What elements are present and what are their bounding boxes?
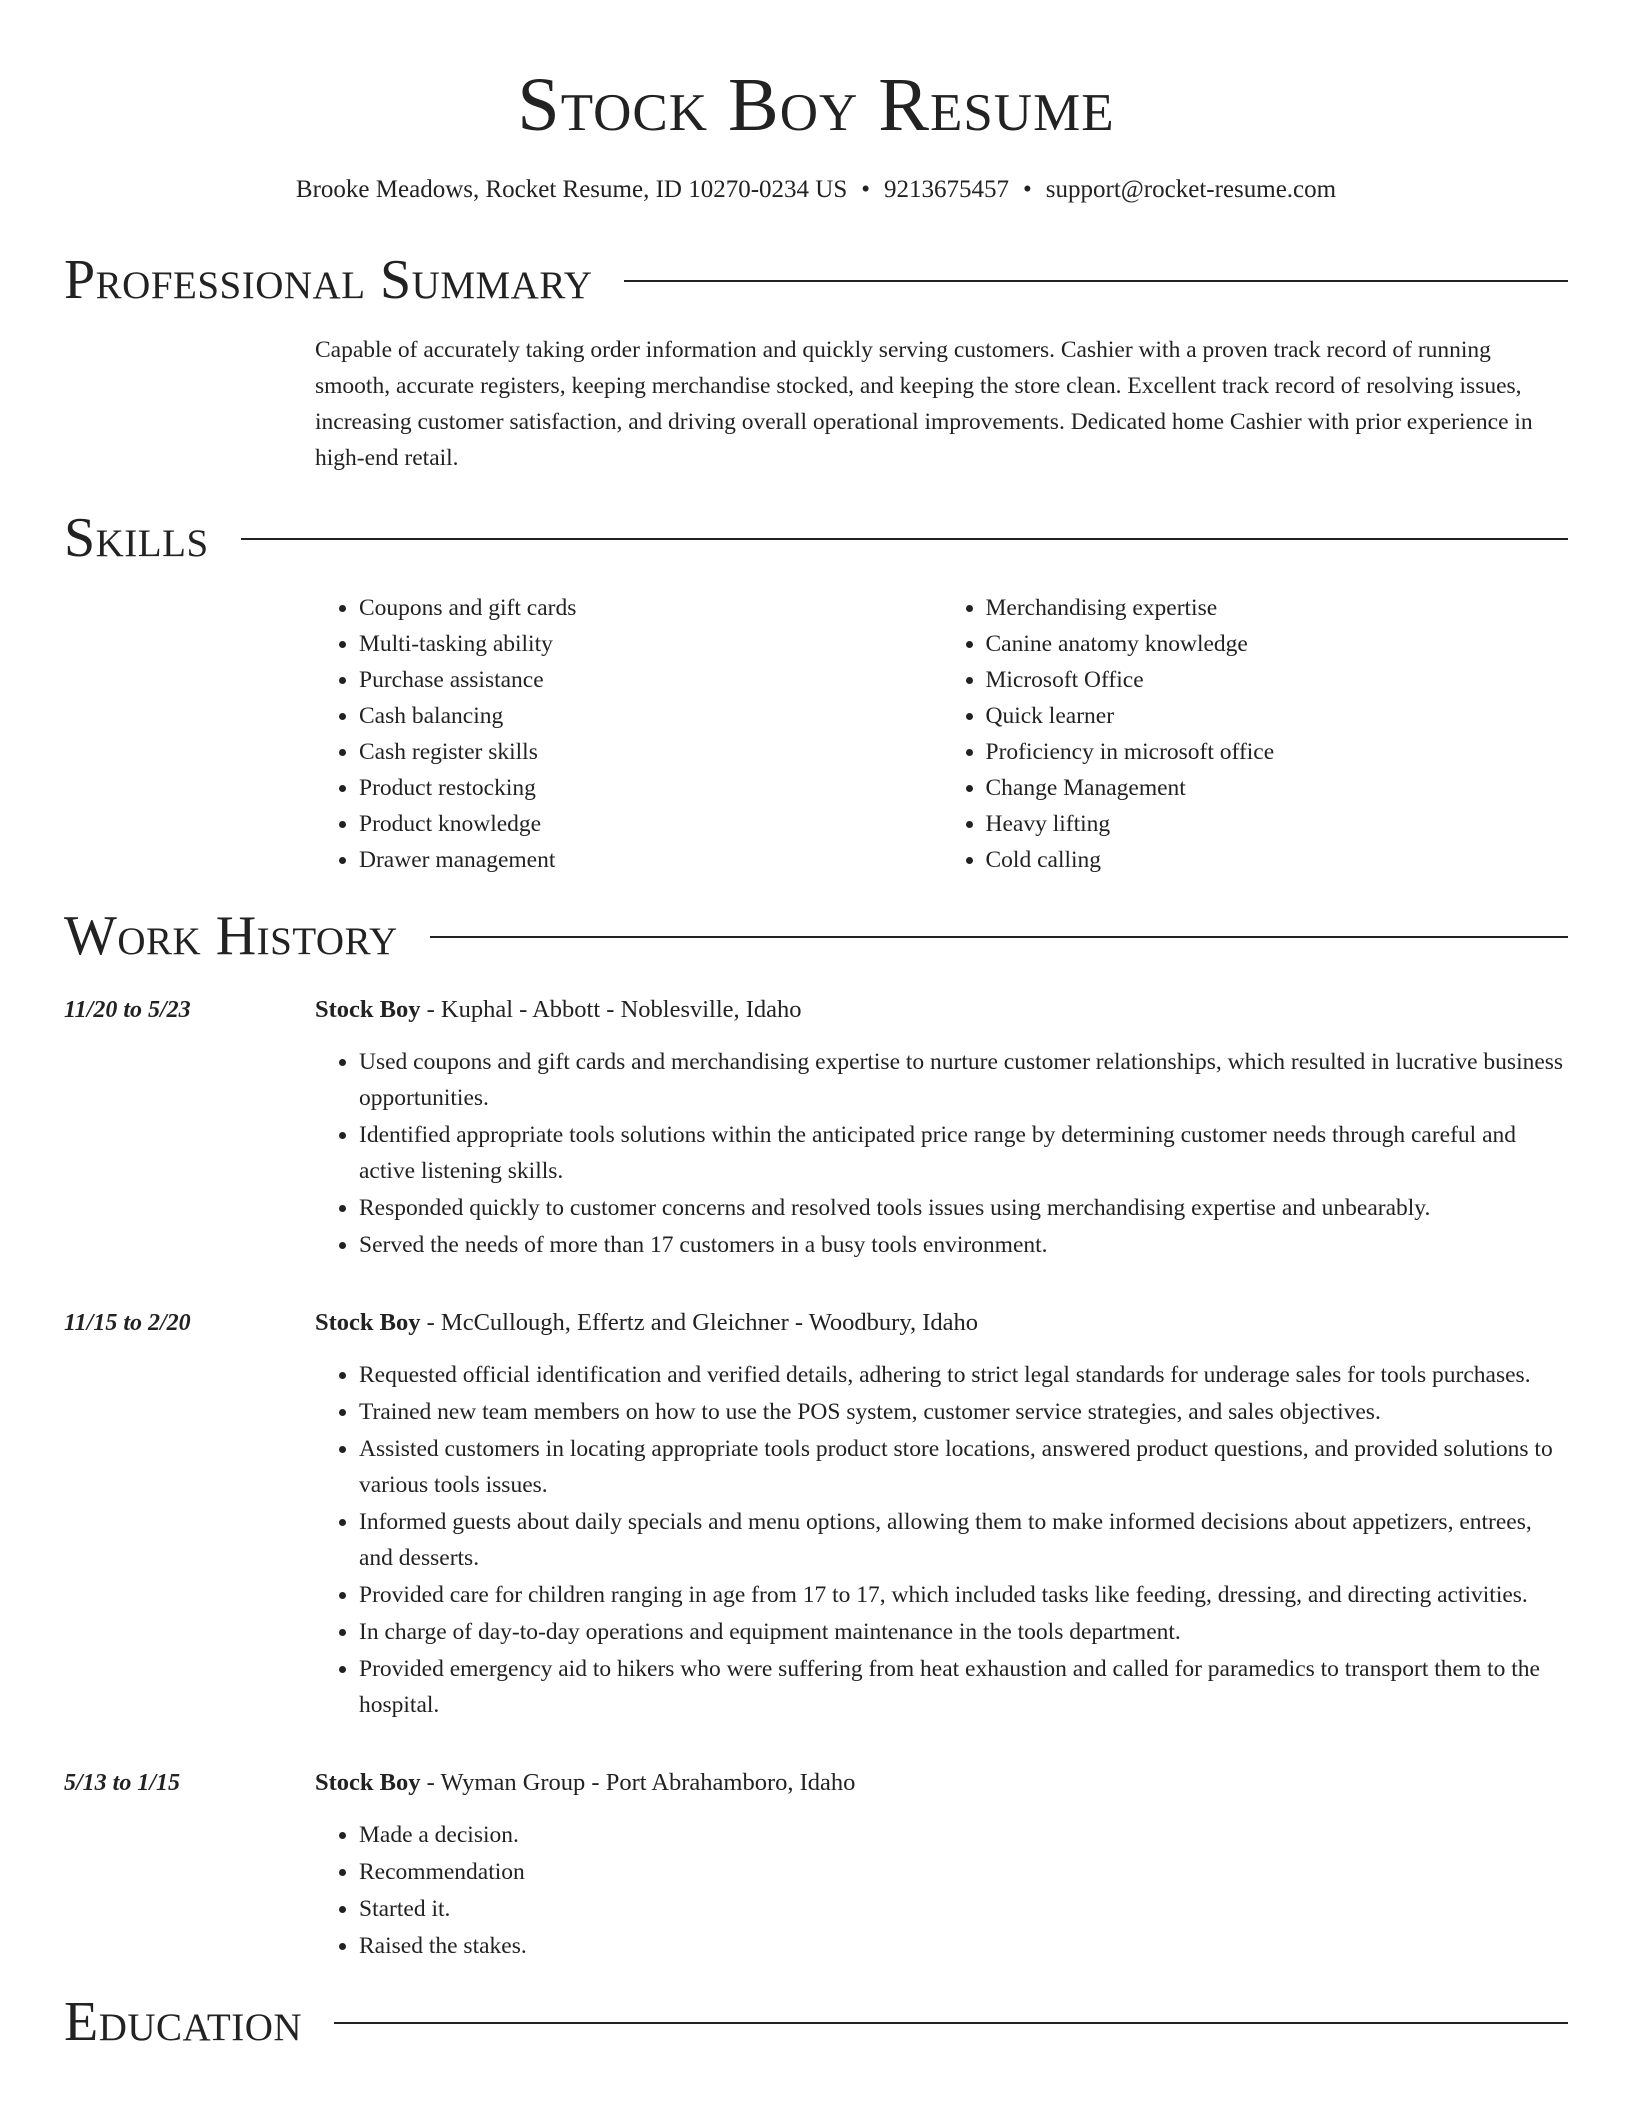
job-bullet: • Provided emergency aid to hikers who were suffering from heat exhaustion and called for paramedics to transport them to the hospital. <box>359 1651 1568 1723</box>
skill-item: • Coupons and gift cards <box>359 590 942 626</box>
job-company-location: - Kuphal - Abbott - Noblesville, Idaho <box>420 996 802 1023</box>
skill-item: • Product knowledge <box>359 806 942 842</box>
skill-item: • Microsoft Office <box>986 662 1569 698</box>
work-heading: Work History <box>64 905 398 967</box>
work-section-header <box>64 904 1568 968</box>
job-bullet: • Provided care for children ranging in age from 17 to 17, which included tasks like feeding, dressing, and directing activities. <box>359 1577 1568 1613</box>
job-bullet-list <box>315 1817 1568 1964</box>
section-divider <box>241 538 1568 540</box>
job-company-location: - Wyman Group - Port Abrahamboro, Idaho <box>420 1769 856 1796</box>
job-bullet-list <box>315 1044 1568 1263</box>
job-bullet: • Trained new team members on how to use the POS system, customer service strategies, and sales objectives. <box>359 1394 1568 1430</box>
education-section-header <box>64 1990 1568 2054</box>
contact-separator: • <box>1023 176 1032 203</box>
skills-list <box>315 590 1568 878</box>
skill-item: • Drawer management <box>359 842 942 878</box>
job-bullet: • Used coupons and gift cards and merchandising expertise to nurture customer relationships, which resulted in lucrative business opportunities. <box>359 1044 1568 1116</box>
skills-heading: Skills <box>64 507 209 569</box>
contact-separator: • <box>861 176 871 203</box>
job-bullet: • Made a decision. <box>359 1817 1568 1853</box>
job-role: Stock Boy <box>315 1769 421 1796</box>
job-bullet: • Assisted customers in locating appropriate tools product store locations, answered product questions, and provided solutions to various tools issues. <box>359 1431 1568 1503</box>
job-role: Stock Boy <box>315 996 421 1023</box>
section-divider <box>334 2022 1568 2024</box>
job-dates: 5/13 to 1/15 <box>64 1770 181 1796</box>
job-entry <box>64 1305 1568 1723</box>
education-heading: Education <box>64 1991 303 2053</box>
summary-section-header <box>64 248 1568 312</box>
job-dates: 11/15 to 2/20 <box>64 1310 191 1336</box>
job-heading <box>315 1305 1568 1341</box>
skill-item: • Cold calling <box>986 842 1569 878</box>
skill-item: • Multi-tasking ability <box>359 626 942 662</box>
job-bullet: • Responded quickly to customer concerns and resolved tools issues using merchandising expertise and unbearably. <box>359 1190 1568 1226</box>
job-bullet: • Started it. <box>359 1891 1568 1927</box>
job-role: Stock Boy <box>315 1309 421 1336</box>
skill-item: • Merchandising expertise <box>986 590 1569 626</box>
skill-item: • Change Management <box>986 770 1569 806</box>
contact-address: Brooke Meadows, Rocket Resume, ID 10270-0234 US <box>295 176 848 203</box>
skill-item: • Quick learner <box>986 698 1569 734</box>
contact-email[interactable]: support@rocket-resume.com <box>1045 176 1337 203</box>
skills-column-right <box>942 590 1569 878</box>
job-bullet: • Raised the stakes. <box>359 1928 1568 1964</box>
job-bullet: • Informed guests about daily specials and menu options, allowing them to make informed decisions about appetizers, entrees, and desserts. <box>359 1504 1568 1576</box>
job-bullet: • In charge of day-to-day operations and equipment maintenance in the tools department. <box>359 1614 1568 1650</box>
skill-item: • Cash balancing <box>359 698 942 734</box>
skill-item: • Product restocking <box>359 770 942 806</box>
job-bullet: • Served the needs of more than 17 customers in a busy tools environment. <box>359 1227 1568 1263</box>
skill-item: • Canine anatomy knowledge <box>986 626 1569 662</box>
job-bullet: • Recommendation <box>359 1854 1568 1890</box>
job-entry <box>64 1765 1568 1964</box>
job-bullet: • Identified appropriate tools solutions within the anticipated price range by determining customer needs through careful and active listening skills. <box>359 1117 1568 1189</box>
contact-line <box>64 174 1568 206</box>
skills-section-header <box>64 506 1568 570</box>
job-entry <box>64 992 1568 1263</box>
skill-item: • Purchase assistance <box>359 662 942 698</box>
job-heading <box>315 1765 1568 1801</box>
summary-heading: Professional Summary <box>64 249 593 311</box>
skill-item: • Proficiency in microsoft office <box>986 734 1569 770</box>
skills-column-left <box>315 590 942 878</box>
job-dates: 11/20 to 5/23 <box>64 997 191 1023</box>
job-bullet: • Requested official identification and verified details, adhering to strict legal standards for underage sales for tools purchases. <box>359 1357 1568 1393</box>
job-heading <box>315 992 1568 1028</box>
contact-phone: 9213675457 <box>884 176 1010 203</box>
skill-item: • Cash register skills <box>359 734 942 770</box>
resume-title: Stock Boy Resume <box>517 63 1115 147</box>
job-company-location: - McCullough, Effertz and Gleichner - Woodbury, Idaho <box>420 1309 979 1336</box>
job-bullet-list <box>315 1357 1568 1723</box>
section-divider <box>430 936 1568 938</box>
section-divider <box>624 280 1568 282</box>
summary-text: Capable of accurately taking order information and quickly serving customers. Cashier with a proven track record of running smooth, accurate registers, keeping merchandise stocked, and keeping the store clean. Excellent track record of resolving issues, increasing customer satisfaction, and driving overall operational improvements. Dedicated home Cashier with prior experience in high-end retail. <box>315 337 1533 471</box>
skill-item: • Heavy lifting <box>986 806 1569 842</box>
